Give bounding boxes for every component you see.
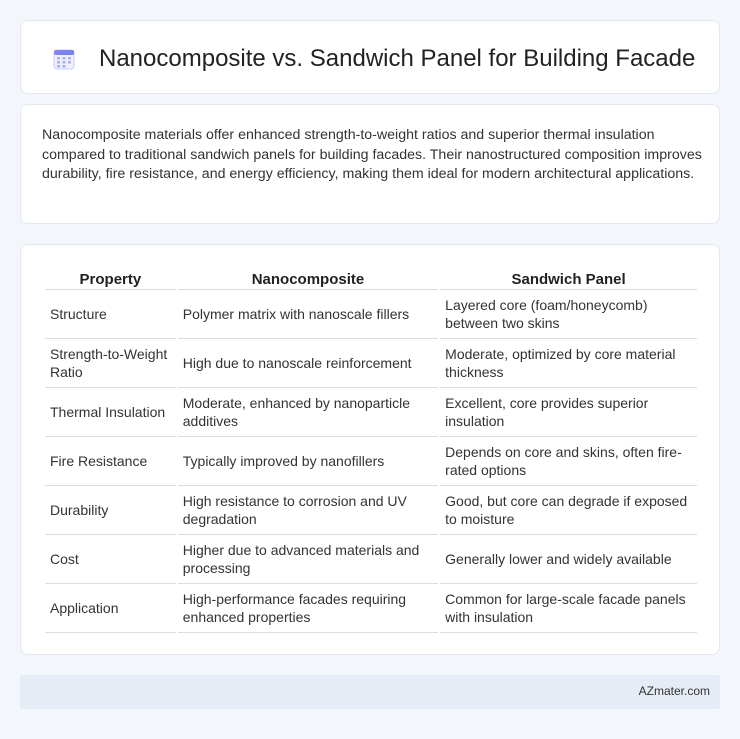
table-header-row	[45, 267, 697, 290]
nanocomposite-cell: Typically improved by nanofillers	[178, 437, 438, 486]
comparison-table	[43, 267, 699, 633]
nanocomposite-cell: Higher due to advanced materials and processing	[178, 535, 438, 584]
nanocomposite-cell: High-performance facades requiring enhanced properties	[178, 584, 438, 633]
sandwich-panel-cell: Generally lower and widely available	[440, 535, 697, 584]
footer	[20, 675, 720, 709]
sandwich-panel-cell: Layered core (foam/honeycomb) between two skins	[440, 290, 697, 339]
property-cell: Cost	[45, 535, 176, 584]
table-row	[45, 388, 697, 437]
property-cell: Strength-to-Weight Ratio	[45, 339, 176, 388]
sandwich-panel-cell: Depends on core and skins, often fire-rated options	[440, 437, 697, 486]
nanocomposite-cell: Polymer matrix with nanoscale fillers	[178, 290, 438, 339]
sandwich-panel-cell: Moderate, optimized by core material thickness	[440, 339, 697, 388]
nanocomposite-cell: Moderate, enhanced by nanoparticle additives	[178, 388, 438, 437]
property-cell: Fire Resistance	[45, 437, 176, 486]
header-property: Property	[45, 267, 176, 290]
nanocomposite-cell: High due to nanoscale reinforcement	[178, 339, 438, 388]
calendar-grid-icon	[52, 47, 76, 71]
sandwich-panel-cell: Common for large-scale facade panels with insulation	[440, 584, 697, 633]
sandwich-panel-cell: Good, but core can degrade if exposed to moisture	[440, 486, 697, 535]
intro-text: Nanocomposite materials offer enhanced strength-to-weight ratios and superior thermal insulation compared to traditional sandwich panels for building facades. Their nanostructured composition improves durability, fire resistance, and energy efficiency, making them ideal for modern architectural applications.	[42, 127, 702, 182]
table-row	[45, 437, 697, 486]
nanocomposite-cell: High resistance to corrosion and UV degradation	[178, 486, 438, 535]
property-cell: Thermal Insulation	[45, 388, 176, 437]
comparison-table-card	[20, 244, 720, 655]
property-cell: Durability	[45, 486, 176, 535]
table-row	[45, 535, 697, 584]
intro-card	[20, 104, 720, 224]
footer-site-link[interactable]: AZmater.com	[638, 684, 710, 698]
sandwich-panel-cell: Excellent, core provides superior insulation	[440, 388, 697, 437]
property-cell: Structure	[45, 290, 176, 339]
header-sandwich-panel: Sandwich Panel	[440, 267, 697, 290]
header-nanocomposite: Nanocomposite	[178, 267, 438, 290]
table-row	[45, 339, 697, 388]
table-row	[45, 486, 697, 535]
page-title: Nanocomposite vs. Sandwich Panel for Building Facade	[99, 45, 696, 72]
table-row	[45, 584, 697, 633]
table-row	[45, 290, 697, 339]
header-card	[20, 20, 720, 94]
property-cell: Application	[45, 584, 176, 633]
